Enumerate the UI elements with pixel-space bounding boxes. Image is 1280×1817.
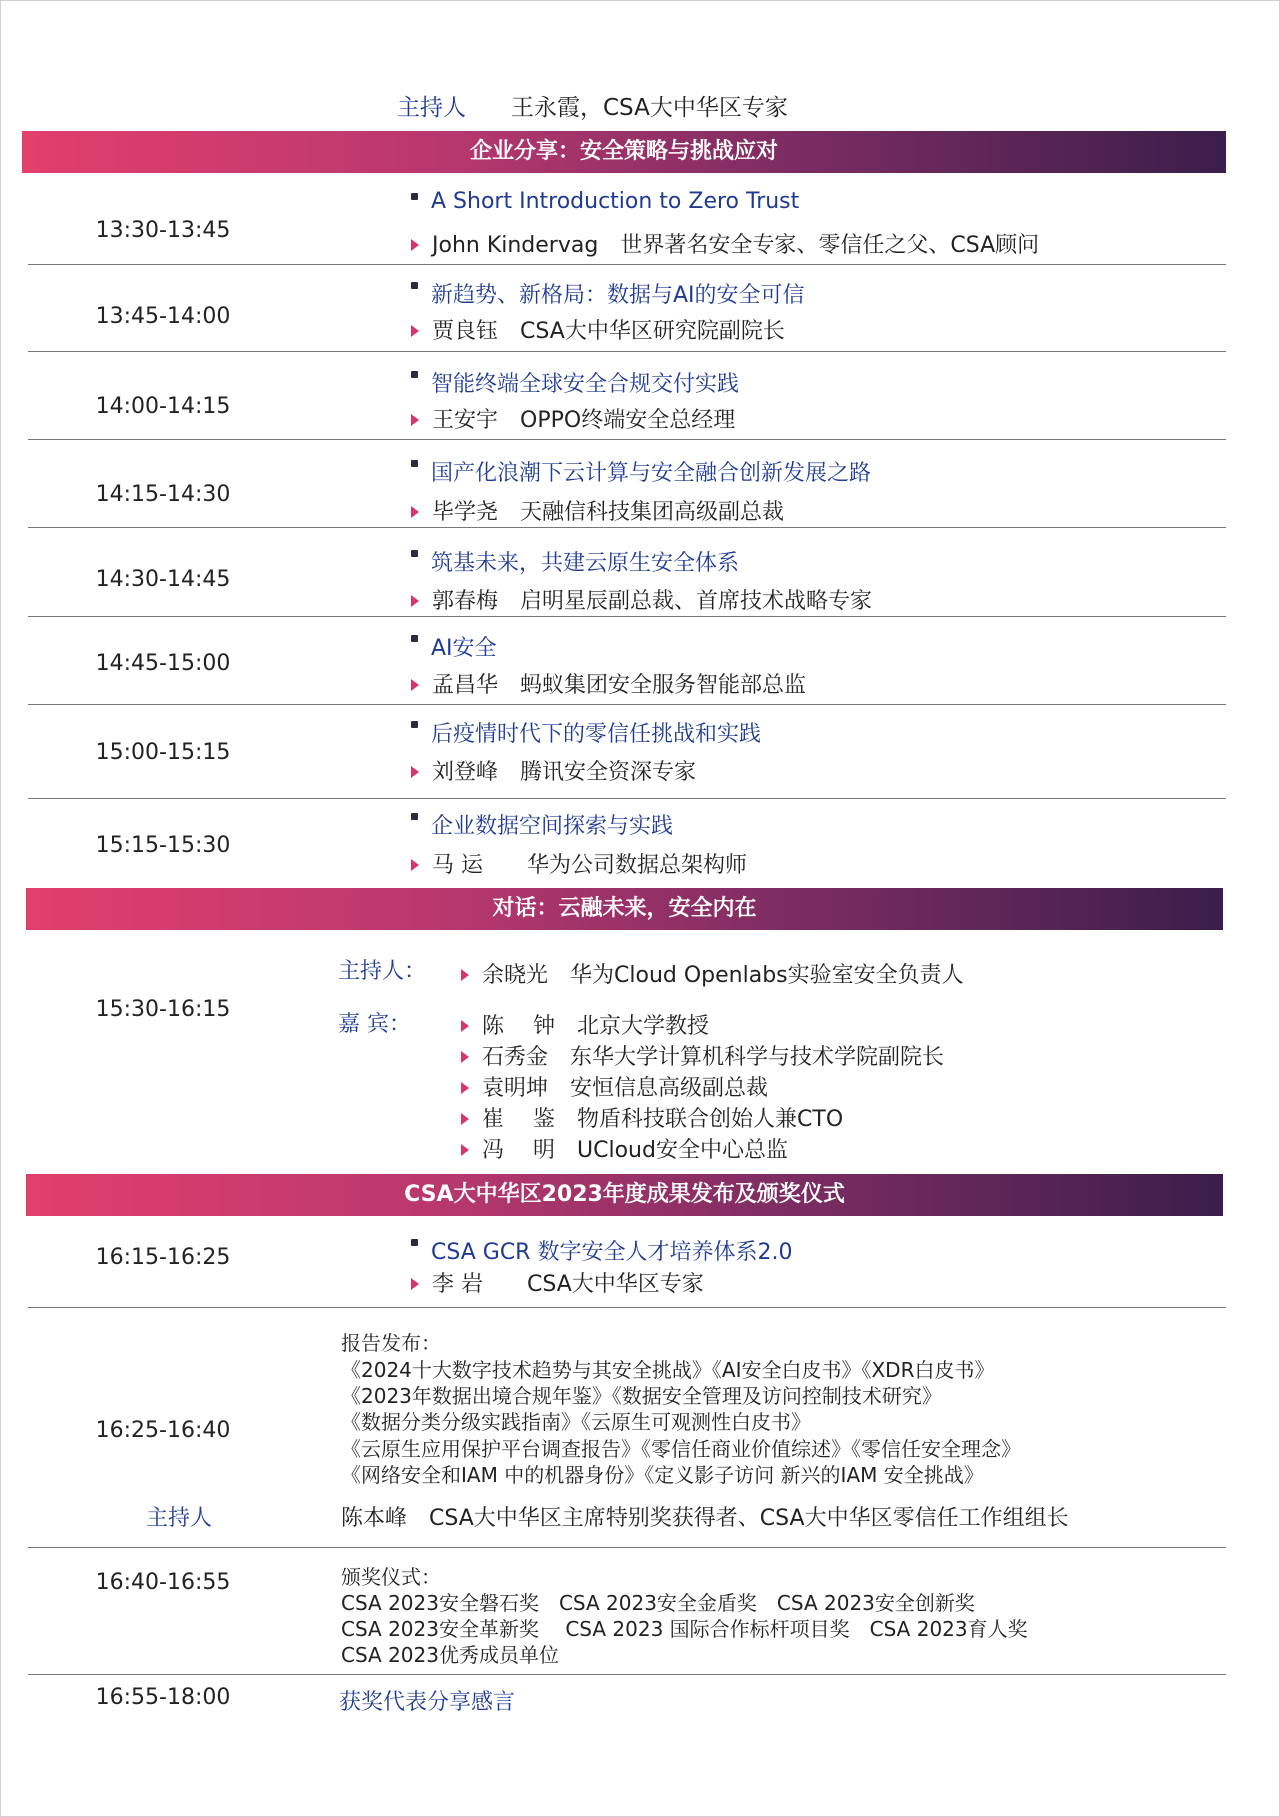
reports-time: 16:25-16:40 [95,1418,231,1443]
dialogue-time: 15:30-16:15 [95,997,231,1022]
bullet-icon [411,1239,418,1246]
top-host-name: 王永霞，CSA大中华区专家 [511,95,788,121]
reports-heading: 报告发布： [341,1331,441,1355]
talk-speaker: 孟昌华 蚂蚁集团安全服务智能部总监 [411,668,806,699]
dialogue-guest-label: 嘉 宾： [338,1012,411,1037]
bullet-icon [411,371,418,378]
release-speaker: 李 岩 CSA大中华区专家 [411,1267,704,1298]
awards-heading: 颁奖仪式： [341,1565,441,1589]
pink-arrow-icon [411,859,419,871]
pink-arrow-icon [411,1278,419,1290]
divider [28,704,1226,705]
pink-arrow-icon [461,969,469,981]
talk-title: 新趋势、新格局：数据与AI的安全可信 [411,278,805,309]
talk-title: A Short Introduction to Zero Trust [411,189,799,214]
pink-arrow-icon [461,1144,469,1156]
section-band-sharing: 企业分享：安全策略与挑战应对 [22,131,1226,173]
talk-title: 国产化浪潮下云计算与安全融合创新发展之路 [411,456,871,487]
awards-time: 16:40-16:55 [95,1570,231,1595]
talk-time: 15:00-15:15 [95,740,231,765]
divider [28,1547,1226,1548]
divider [28,351,1226,352]
guest-item: 崔 鉴 物盾科技联合创始人兼CTO [461,1102,843,1133]
award-line: CSA 2023安全磐石奖 CSA 2023安全金盾奖 CSA 2023安全创新奖 [341,1591,975,1615]
report-line: 《2023年数据出境合规年鉴》《数据安全管理及访问控制技术研究》 [341,1384,942,1408]
reports-host-label: 主持人 [146,1506,213,1531]
bullet-icon [411,635,418,642]
pink-arrow-icon [411,506,419,518]
talk-time: 13:30-13:45 [95,218,231,243]
divider [28,439,1226,440]
talk-time: 14:00-14:15 [95,394,231,419]
talk-title: 智能终端全球安全合规交付实践 [411,367,739,398]
pink-arrow-icon [461,1113,469,1125]
pink-arrow-icon [461,1082,469,1094]
award-line: CSA 2023安全革新奖 CSA 2023 国际合作标杆项目奖 CSA 2023育人奖 [341,1617,1028,1641]
bullet-icon [411,813,418,820]
pink-arrow-icon [411,595,419,607]
talk-speaker: 郭春梅 启明星辰副总裁、首席技术战略专家 [411,584,872,615]
bullet-icon [411,460,418,467]
bullet-icon [411,550,418,557]
reports-host: 陈本峰 CSA大中华区主席特别奖获得者、CSA大中华区零信任工作组组长 [341,1506,1069,1531]
talk-speaker: 毕学尧 天融信科技集团高级副总裁 [411,495,784,526]
divider [28,798,1226,799]
release-title: CSA GCR 数字安全人才培养体系2.0 [411,1235,792,1266]
bullet-icon [411,282,418,289]
pink-arrow-icon [411,679,419,691]
pink-arrow-icon [411,766,419,778]
divider [28,1307,1226,1308]
guest-item: 袁明坤 安恒信息高级副总裁 [461,1071,768,1102]
divider [28,264,1226,265]
bullet-icon [411,721,418,728]
bullet-icon [411,193,418,200]
talk-time: 14:15-14:30 [95,482,231,507]
guest-item: 冯 明 UCloud安全中心总监 [461,1133,788,1164]
talk-time: 14:30-14:45 [95,567,231,592]
award-line: CSA 2023优秀成员单位 [341,1643,559,1667]
guest-item: 陈 钟 北京大学教授 [461,1009,709,1040]
talk-speaker: 马 运 华为公司数据总架构师 [411,848,747,879]
talk-speaker: 刘登峰 腾讯安全资深专家 [411,755,696,786]
divider [28,616,1226,617]
talk-time: 15:15-15:30 [95,833,231,858]
report-line: 《云原生应用保护平台调查报告》《零信任商业价值综述》《零信任安全理念》 [341,1437,1021,1461]
divider [28,527,1226,528]
release-time: 16:15-16:25 [95,1245,231,1270]
talk-title: AI安全 [411,631,497,662]
talk-speaker: 贾良钰 CSA大中华区研究院副院长 [411,314,785,345]
divider [28,1674,1226,1675]
pink-arrow-icon [411,325,419,337]
talk-speaker: John Kindervag 世界著名安全专家、零信任之父、CSA顾问 [411,228,1039,259]
dialogue-host: 余晓光 华为Cloud Openlabs实验室安全负责人 [461,958,964,989]
dialogue-host-label: 主持人： [338,959,427,984]
guest-item: 石秀金 东华大学计算机科学与技术学院副院长 [461,1040,944,1071]
talk-title: 企业数据空间探索与实践 [411,809,673,840]
report-line: 《数据分类分级实践指南》《云原生可观测性白皮书》 [341,1410,811,1434]
pink-arrow-icon [411,414,419,426]
talk-title: 筑基未来，共建云原生安全体系 [411,546,739,577]
talk-time: 13:45-14:00 [95,304,231,329]
top-host-label: 主持人 [397,95,466,121]
talk-title: 后疫情时代下的零信任挑战和实践 [411,717,761,748]
closing-title: 获奖代表分享感言 [339,1690,516,1715]
report-line: 《网络安全和IAM 中的机器身份》《定义影子访问 新兴的IAM 安全挑战》 [341,1463,984,1487]
pink-arrow-icon [411,239,419,251]
talk-time: 14:45-15:00 [95,651,231,676]
talk-speaker: 王安宇 OPPO终端安全总经理 [411,403,735,434]
pink-arrow-icon [461,1051,469,1063]
closing-time: 16:55-18:00 [95,1685,231,1710]
report-line: 《2024十大数字技术趋势与其安全挑战》《AI安全白皮书》《XDR白皮书》 [341,1358,995,1382]
section-band-dialogue: 对话：云融未来，安全内在 [26,888,1223,930]
section-band-awards: CSA大中华区2023年度成果发布及颁奖仪式 [26,1174,1223,1216]
pink-arrow-icon [461,1020,469,1032]
